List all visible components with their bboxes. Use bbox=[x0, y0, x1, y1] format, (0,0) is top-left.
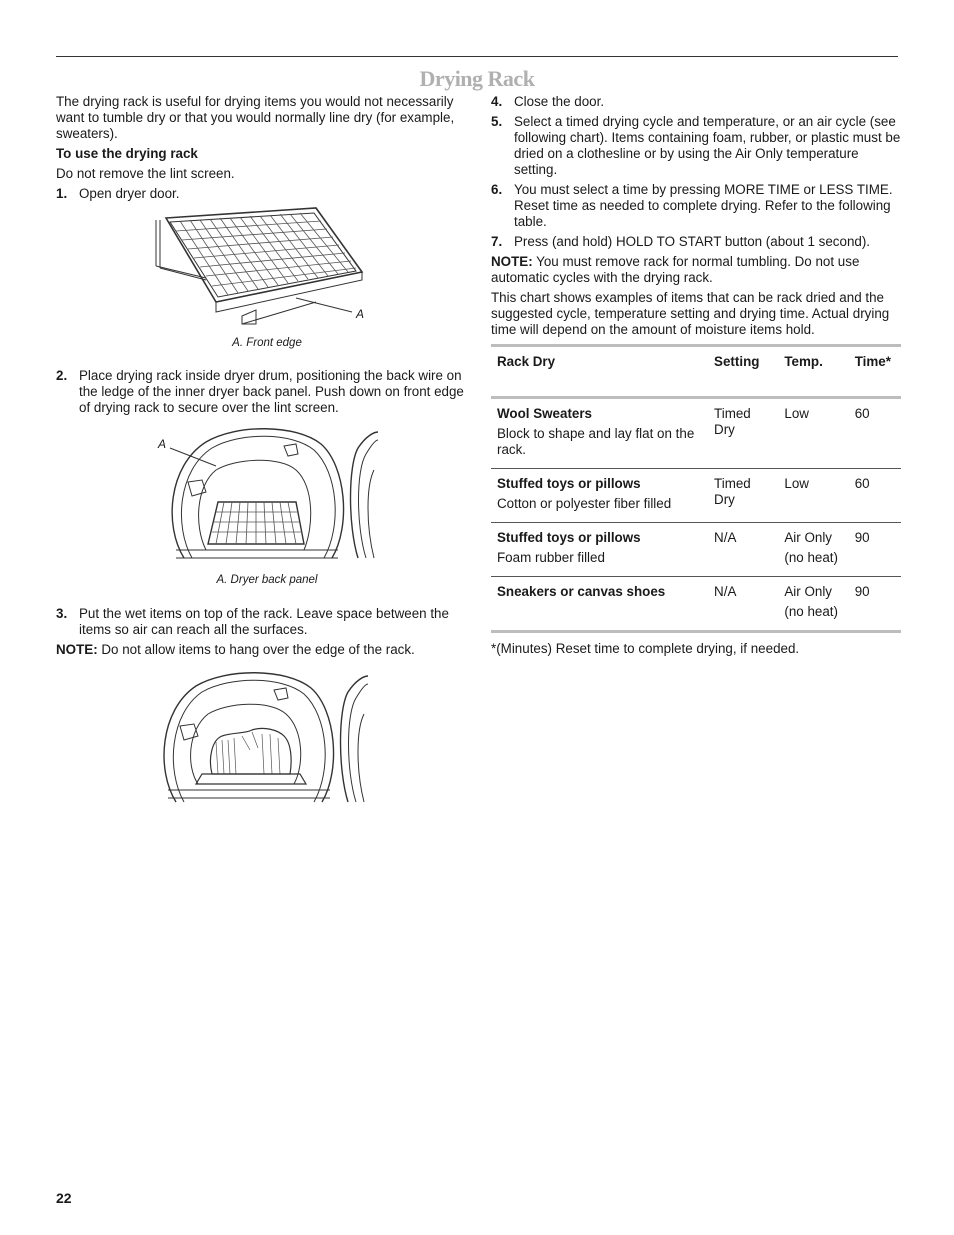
step-5 bbox=[491, 114, 901, 178]
subhead: To use the drying rack bbox=[56, 146, 198, 161]
temp-cell bbox=[778, 523, 848, 577]
item-cell bbox=[491, 523, 708, 577]
step-3 bbox=[56, 606, 466, 638]
table-header-row bbox=[491, 346, 901, 398]
item-name: Wool Sweaters bbox=[497, 406, 593, 421]
setting-cell: N/A bbox=[708, 577, 778, 632]
time-cell: 60 bbox=[849, 398, 901, 469]
left-column bbox=[56, 94, 466, 810]
header-temp: Temp. bbox=[778, 346, 848, 398]
time-cell: 90 bbox=[849, 523, 901, 577]
step-text: Place drying rack inside dryer drum, positioning the back wire on the ledge of the inner dryer back panel. Push down on front edge of drying rack to secure over the lint screen. bbox=[79, 368, 464, 415]
temp-cell bbox=[778, 398, 848, 469]
table-row bbox=[491, 523, 901, 577]
rack-dry-table bbox=[491, 344, 901, 633]
table-row bbox=[491, 398, 901, 469]
setting-cell: Timed Dry bbox=[708, 469, 778, 523]
step-number: 7. bbox=[491, 234, 503, 249]
item-cell bbox=[491, 398, 708, 469]
items-on-rack-illustration bbox=[56, 670, 466, 804]
figure-caption: A. Front edge bbox=[232, 337, 302, 349]
setting-cell: Timed Dry bbox=[708, 398, 778, 469]
step-number: 2. bbox=[56, 368, 68, 383]
step-number: 4. bbox=[491, 94, 503, 109]
step-text: Open dryer door. bbox=[79, 186, 180, 201]
note-text: You must remove rack for normal tumbling. Do not use automatic cycles with the drying rack. bbox=[491, 254, 860, 285]
temp-value: Air Only bbox=[784, 584, 832, 599]
temp-cell bbox=[778, 469, 848, 523]
top-rule bbox=[56, 56, 898, 57]
time-cell: 60 bbox=[849, 469, 901, 523]
item-name: Stuffed toys or pillows bbox=[497, 476, 641, 491]
drying-rack-illustration bbox=[56, 206, 466, 338]
chart-intro: This chart shows examples of items that can be rack dried and the suggested cycle, temperature setting and drying time. Actual drying time will depend on the amount of moisture items hold. bbox=[491, 290, 890, 337]
step-number: 1. bbox=[56, 186, 68, 201]
item-cell bbox=[491, 469, 708, 523]
note-label: NOTE: bbox=[491, 254, 533, 269]
step-text: Select a timed drying cycle and temperature, or an air cycle (see following chart). Items containing foam, rubber, or plastic must be dried on a clothesline or by using the Air Only temperature setting. bbox=[514, 114, 901, 177]
step-text: Put the wet items on top of the rack. Leave space between the items so air can reach all the surfaces. bbox=[79, 606, 449, 637]
item-name: Stuffed toys or pillows bbox=[497, 530, 641, 545]
temp-value: Low bbox=[784, 406, 809, 421]
step-number: 6. bbox=[491, 182, 503, 197]
item-desc: Foam rubber filled bbox=[497, 550, 605, 565]
header-rack-dry: Rack Dry bbox=[491, 346, 708, 398]
note-paragraph bbox=[56, 642, 466, 658]
temp-value: Low bbox=[784, 476, 809, 491]
step-2 bbox=[56, 368, 466, 416]
temp-value: Air Only bbox=[784, 530, 832, 545]
table-row bbox=[491, 577, 901, 632]
temp-cell bbox=[778, 577, 848, 632]
step-6 bbox=[491, 182, 901, 230]
time-cell: 90 bbox=[849, 577, 901, 632]
page-title: Drying Rack bbox=[419, 66, 535, 91]
intro-paragraph: The drying rack is useful for drying items you would not necessarily want to tumble dry or that you would normally line dry (for example, sweaters). bbox=[56, 94, 455, 141]
figure-items-on-rack bbox=[56, 670, 466, 810]
step-number: 5. bbox=[491, 114, 503, 129]
table-footnote: *(Minutes) Reset time to complete drying, if needed. bbox=[491, 641, 800, 656]
callout-a: A bbox=[158, 437, 167, 451]
item-name: Sneakers or canvas shoes bbox=[497, 584, 666, 599]
page-number: 22 bbox=[56, 1190, 72, 1206]
step-text: You must select a time by pressing MORE TIME or LESS TIME. Reset time as needed to complete drying. Refer to the following table. bbox=[514, 182, 893, 229]
note-paragraph bbox=[491, 254, 901, 286]
step-7 bbox=[491, 234, 901, 250]
callout-a: A bbox=[356, 307, 365, 321]
figure-dryer-back-panel bbox=[56, 426, 466, 602]
header-time: Time* bbox=[849, 346, 901, 398]
table-row bbox=[491, 469, 901, 523]
item-desc: Block to shape and lay flat on the rack. bbox=[497, 426, 695, 457]
figure-drying-rack bbox=[56, 206, 466, 356]
temp-sub: (no heat) bbox=[784, 604, 838, 619]
note-text: Do not allow items to hang over the edge of the rack. bbox=[97, 642, 415, 657]
header-setting: Setting bbox=[708, 346, 778, 398]
item-cell bbox=[491, 577, 708, 632]
item-desc: Cotton or polyester fiber filled bbox=[497, 496, 672, 511]
step-4 bbox=[491, 94, 901, 110]
step-number: 3. bbox=[56, 606, 68, 621]
temp-sub: (no heat) bbox=[784, 550, 838, 565]
step-text: Close the door. bbox=[514, 94, 605, 109]
figure-caption: A. Dryer back panel bbox=[216, 574, 318, 586]
setting-cell: N/A bbox=[708, 523, 778, 577]
right-column bbox=[491, 94, 901, 661]
step-text: Press (and hold) HOLD TO START button (about 1 second). bbox=[514, 234, 871, 249]
step-1 bbox=[56, 186, 466, 202]
lint-note: Do not remove the lint screen. bbox=[56, 166, 235, 181]
note-label: NOTE: bbox=[56, 642, 98, 657]
dryer-rack-installed-illustration bbox=[56, 426, 466, 562]
